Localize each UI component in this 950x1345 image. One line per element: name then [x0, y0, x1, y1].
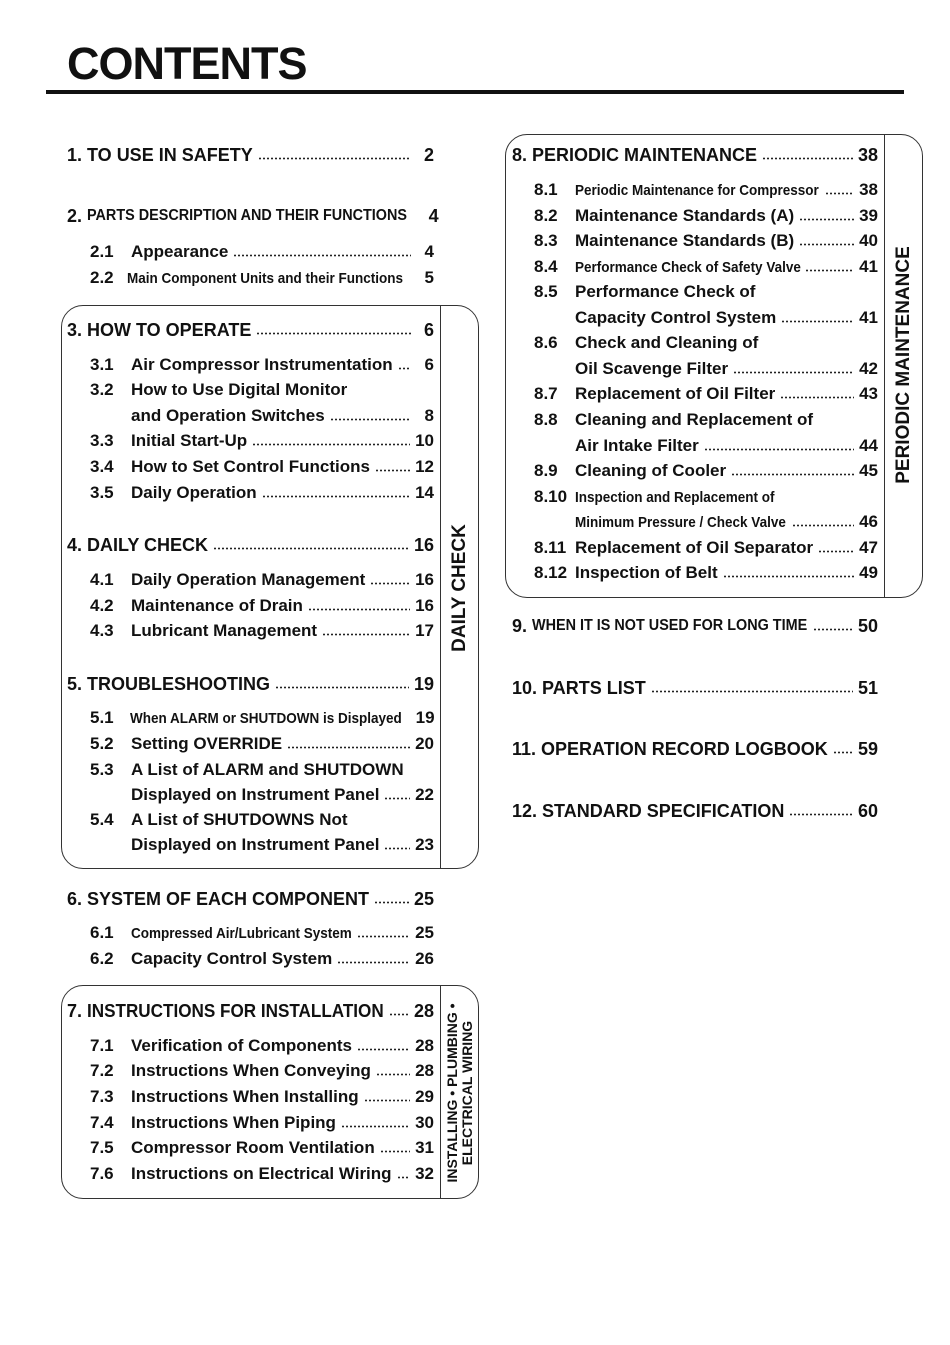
toc-entry-7-4[interactable]: 7.4 Instructions When Piping 30 — [90, 1113, 434, 1132]
toc-entry-8-6-cont[interactable]: Oil Scavenge Filter 42 — [575, 359, 878, 378]
toc-entry-4-1[interactable]: 4.1 Daily Operation Management 16 — [90, 570, 434, 589]
toc-entry-8-5[interactable]: 8.5 Performance Check of — [534, 282, 756, 301]
toc-entry-2-2[interactable]: 2.2 Main Component Units and their Functions 5 — [90, 268, 434, 287]
toc-entry-7-6[interactable]: 7.6 Instructions on Electrical Wiring 32 — [90, 1164, 434, 1183]
toc-entry-8-10-cont[interactable]: Minimum Pressure / Check Valve 46 — [575, 512, 878, 531]
toc-entry-7-3[interactable]: 7.3 Instructions When Installing 29 — [90, 1087, 434, 1106]
installation-tab-label: INSTALLING • PLUMBING • ELECTRICAL WIRING — [444, 1003, 475, 1183]
toc-entry-11[interactable]: 11. OPERATION RECORD LOGBOOK 59 — [512, 738, 878, 759]
toc-entry-2-1[interactable]: 2.1 Appearance 4 — [90, 242, 434, 261]
toc-entry-8-2[interactable]: 8.2 Maintenance Standards (A) 39 — [534, 206, 878, 225]
toc-entry-3[interactable]: 3. HOW TO OPERATE 6 — [67, 319, 434, 340]
toc-entry-9[interactable]: 9. WHEN IT IS NOT USED FOR LONG TIME 50 — [512, 615, 878, 636]
toc-entry-4-3[interactable]: 4.3 Lubricant Management 17 — [90, 621, 434, 640]
toc-entry-4[interactable]: 4. DAILY CHECK 16 — [67, 534, 434, 555]
toc-entry-3-2[interactable]: 3.2 How to Use Digital Monitor — [90, 380, 348, 399]
toc-entry-3-5[interactable]: 3.5 Daily Operation 14 — [90, 483, 434, 502]
toc-entry-8-6[interactable]: 8.6 Check and Cleaning of — [534, 333, 759, 352]
toc-entry-8-1[interactable]: 8.1 Periodic Maintenance for Compressor 38 — [534, 180, 878, 199]
title-rule — [46, 90, 904, 94]
toc-entry-6-1[interactable]: 6.1 Compressed Air/Lubricant System 25 — [90, 923, 434, 942]
toc-entry-5-4[interactable]: 5.4 A List of SHUTDOWNS Not — [90, 810, 348, 829]
toc-entry-3-4[interactable]: 3.4 How to Set Control Functions 12 — [90, 457, 434, 476]
toc-entry-7-5[interactable]: 7.5 Compressor Room Ventilation 31 — [90, 1138, 434, 1157]
toc-entry-8[interactable]: 8. PERIODIC MAINTENANCE 38 — [512, 144, 878, 165]
toc-entry-5-3-cont[interactable]: Displayed on Instrument Panel 22 — [131, 785, 434, 804]
toc-entry-5-3[interactable]: 5.3 A List of ALARM and SHUTDOWN — [90, 760, 404, 779]
toc-entry-8-5-cont[interactable]: Capacity Control System 41 — [575, 308, 878, 327]
toc-entry-1[interactable]: 1. TO USE IN SAFETY 2 — [67, 144, 434, 165]
toc-entry-8-12[interactable]: 8.12 Inspection of Belt 49 — [534, 563, 878, 582]
page-title: CONTENTS — [67, 38, 307, 89]
toc-entry-4-2[interactable]: 4.2 Maintenance of Drain 16 — [90, 596, 434, 615]
toc-entry-8-11[interactable]: 8.11 Replacement of Oil Separator 47 — [534, 538, 878, 557]
toc-entry-8-7[interactable]: 8.7 Replacement of Oil Filter 43 — [534, 384, 878, 403]
toc-entry-3-1[interactable]: 3.1 Air Compressor Instrumentation 6 — [90, 355, 434, 374]
toc-entry-6[interactable]: 6. SYSTEM OF EACH COMPONENT 25 — [67, 888, 434, 909]
toc-entry-5[interactable]: 5. TROUBLESHOOTING 19 — [67, 673, 434, 694]
toc-entry-7-1[interactable]: 7.1 Verification of Components 28 — [90, 1036, 434, 1055]
toc-entry-5-4-cont[interactable]: Displayed on Instrument Panel 23 — [131, 835, 434, 854]
toc-entry-3-3[interactable]: 3.3 Initial Start-Up 10 — [90, 431, 434, 450]
toc-entry-6-2[interactable]: 6.2 Capacity Control System 26 — [90, 949, 434, 968]
toc-entry-8-4[interactable]: 8.4 Performance Check of Safety Valve 41 — [534, 257, 878, 276]
toc-entry-5-2[interactable]: 5.2 Setting OVERRIDE 20 — [90, 734, 434, 753]
toc-entry-8-8-cont[interactable]: Air Intake Filter 44 — [575, 436, 878, 455]
toc-entry-2[interactable]: 2. PARTS DESCRIPTION AND THEIR FUNCTIONS 4 — [67, 205, 439, 226]
toc-entry-10[interactable]: 10. PARTS LIST 51 — [512, 677, 878, 698]
toc-entry-7[interactable]: 7. INSTRUCTIONS FOR INSTALLATION 28 — [67, 1000, 434, 1021]
toc-entry-8-8[interactable]: 8.8 Cleaning and Replacement of — [534, 410, 814, 429]
toc-entry-5-1[interactable]: 5.1 When ALARM or SHUTDOWN is Displayed 19 — [90, 708, 435, 727]
toc-entry-8-10[interactable]: 8.10 Inspection and Replacement of — [534, 487, 775, 506]
toc-entry-8-3[interactable]: 8.3 Maintenance Standards (B) 40 — [534, 231, 878, 250]
toc-entry-7-2[interactable]: 7.2 Instructions When Conveying 28 — [90, 1061, 434, 1080]
toc-entry-12[interactable]: 12. STANDARD SPECIFICATION 60 — [512, 800, 878, 821]
toc-entry-8-9[interactable]: 8.9 Cleaning of Cooler 45 — [534, 461, 878, 480]
periodic-maintenance-tab-label: PERIODIC MAINTENANCE — [893, 246, 914, 484]
daily-check-tab-label: DAILY CHECK — [449, 524, 470, 652]
toc-entry-3-2-cont[interactable]: and Operation Switches 8 — [131, 406, 434, 425]
